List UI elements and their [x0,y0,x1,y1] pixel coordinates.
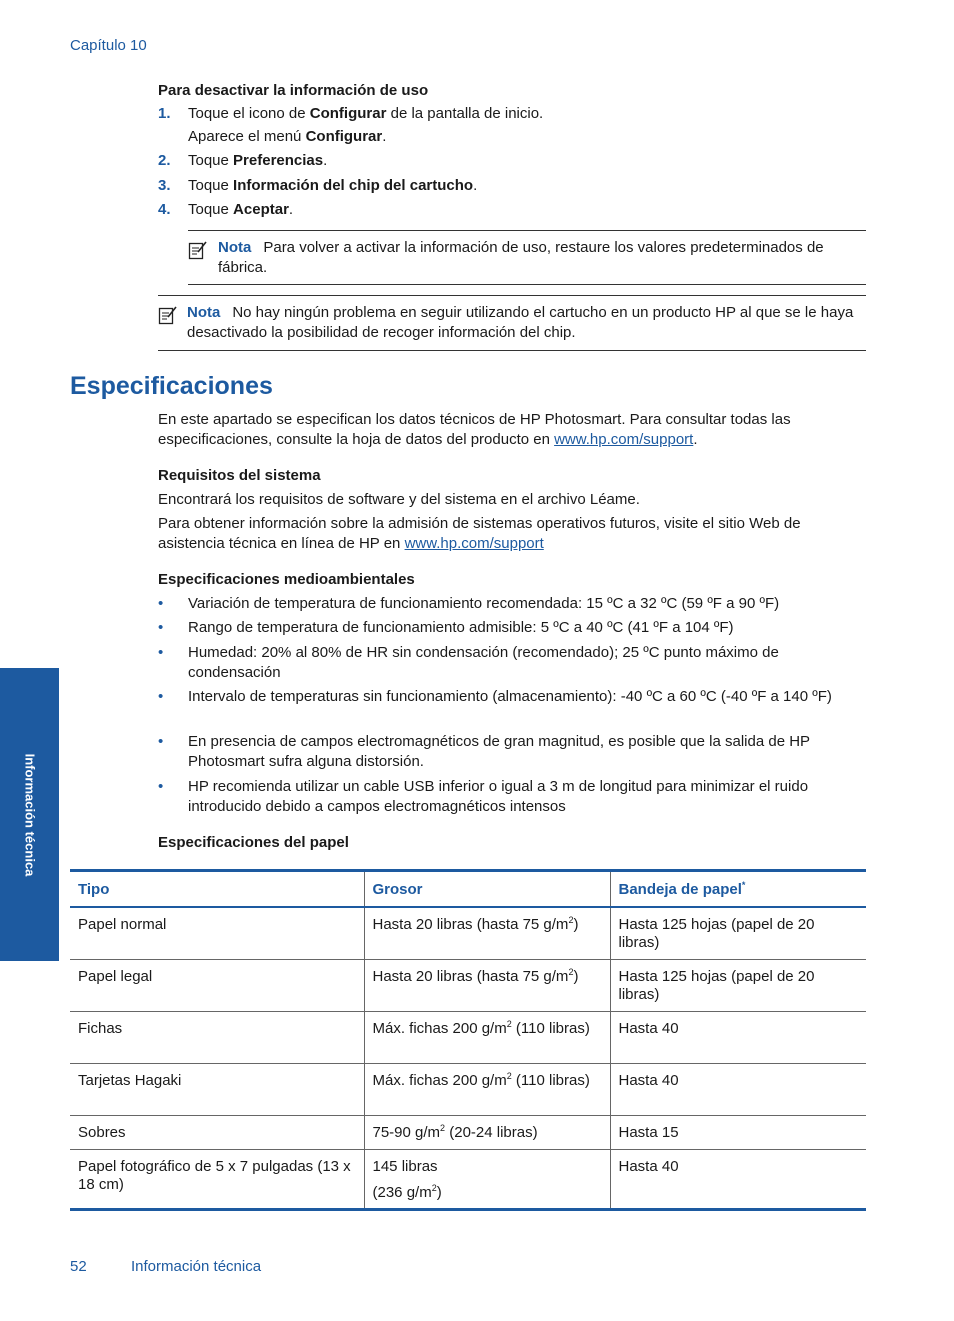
cell-grosor: 145 libras (236 $g/m^2$) [364,1149,610,1209]
cell-grosor: Máx. fichas 200 $g/m^2$ (110 libras) [364,1011,610,1063]
bullet-icon: • [158,778,164,795]
step-number: 1. [158,105,171,122]
bullet-icon: • [158,595,164,612]
cell-tipo: Sobres [70,1115,364,1149]
column-header-grosor: Grosor [364,871,610,908]
chapter-label: Capítulo 10 [70,37,147,54]
step-text: Toque Información del chip del cartucho. [188,177,478,194]
cell-tipo: Fichas [70,1011,364,1063]
cell-bandeja: Hasta 40 [610,1063,866,1115]
step-text: Toque el icono de Configurar de la pantalla de inicio. [188,105,544,122]
footer-title: Información técnica [131,1258,262,1275]
note-box-1 [188,230,866,285]
paper-heading: Especificaciones del papel [158,834,349,851]
bullet-icon: • [158,644,164,661]
note-icon [188,240,208,260]
sysreq-p2: Para obtener información sobre la admisión de sistemas operativos futuros, visite el sitio Web de asistencia técnica en línea de HP en www.hp.com/support [158,515,801,552]
table-row [70,959,866,1011]
table-row [70,907,866,959]
env-heading: Especificaciones medioambientales [158,571,415,588]
cell-tipo: Tarjetas Hagaki [70,1063,364,1115]
cell-bandeja: Hasta 40 [610,1011,866,1063]
cell-tipo: Papel normal [70,907,364,959]
step-number: 2. [158,152,171,169]
step-number: 3. [158,177,171,194]
table-row [70,1063,866,1115]
table-header-row [70,871,866,908]
step-number: 4. [158,201,171,218]
cell-grosor: Hasta 20 libras (hasta 75 $g/m^2$) [364,907,610,959]
cell-bandeja: Hasta 15 [610,1115,866,1149]
note-text: Nota Para volver a activar la información de uso, restaure los valores predeterminados de fábrica. [218,239,824,276]
bullet-icon: • [158,733,164,750]
section-title: Especificaciones [70,372,273,400]
step-text: Aparece el menú Configurar. [188,128,387,145]
cell-grosor: Hasta 20 libras (hasta 75 $g/m^2$) [364,959,610,1011]
cell-tipo: Papel legal [70,959,364,1011]
section-intro: En este apartado se especifican los datos técnicos de HP Photosmart. Para consultar todas las especificaciones, consulte la hoja de datos del producto en www.hp.com/support. [158,411,791,448]
table-row [70,1149,866,1209]
note-box-2 [158,295,866,351]
column-header-bandeja: Bandeja de papel* [610,871,866,908]
side-tab [0,668,59,961]
bullet-icon: • [158,688,164,705]
cell-grosor: Máx. fichas 200 $g/m^2$ (110 libras) [364,1063,610,1115]
sysreq-heading: Requisitos del sistema [158,467,321,484]
support-link[interactable]: www.hp.com/support [404,535,544,552]
step-text: Toque Preferencias. [188,152,328,169]
table-row [70,1115,866,1149]
cell-bandeja: Hasta 125 hojas (papel de 20 libras) [610,959,866,1011]
cell-grosor: 75-90 $g/m^2$ (20-24 libras) [364,1115,610,1149]
table-row [70,1011,866,1063]
note-icon [158,305,178,325]
column-header-tipo: Tipo [70,871,364,908]
page-number: 52 [70,1258,87,1275]
note-text: Nota No hay ningún problema en seguir utilizando el cartucho en un producto HP al que se le haya desactivado la posibilidad de recoger información del chip. [187,304,854,341]
support-link[interactable]: www.hp.com/support [554,431,694,448]
cell-bandeja: Hasta 125 hojas (papel de 20 libras) [610,907,866,959]
deactivate-heading: Para desactivar la información de uso [158,82,429,99]
cell-tipo: Papel fotográfico de 5 x 7 pulgadas (13 x 18 cm) [70,1149,364,1209]
paper-spec-table [70,869,866,1211]
bullet-icon: • [158,619,164,636]
side-tab-label: Información técnica [22,753,37,876]
sysreq-p1: Encontrará los requisitos de software y del sistema en el archivo Léame. [158,491,640,508]
step-text: Toque Aceptar. [188,201,294,218]
cell-bandeja: Hasta 40 [610,1149,866,1209]
